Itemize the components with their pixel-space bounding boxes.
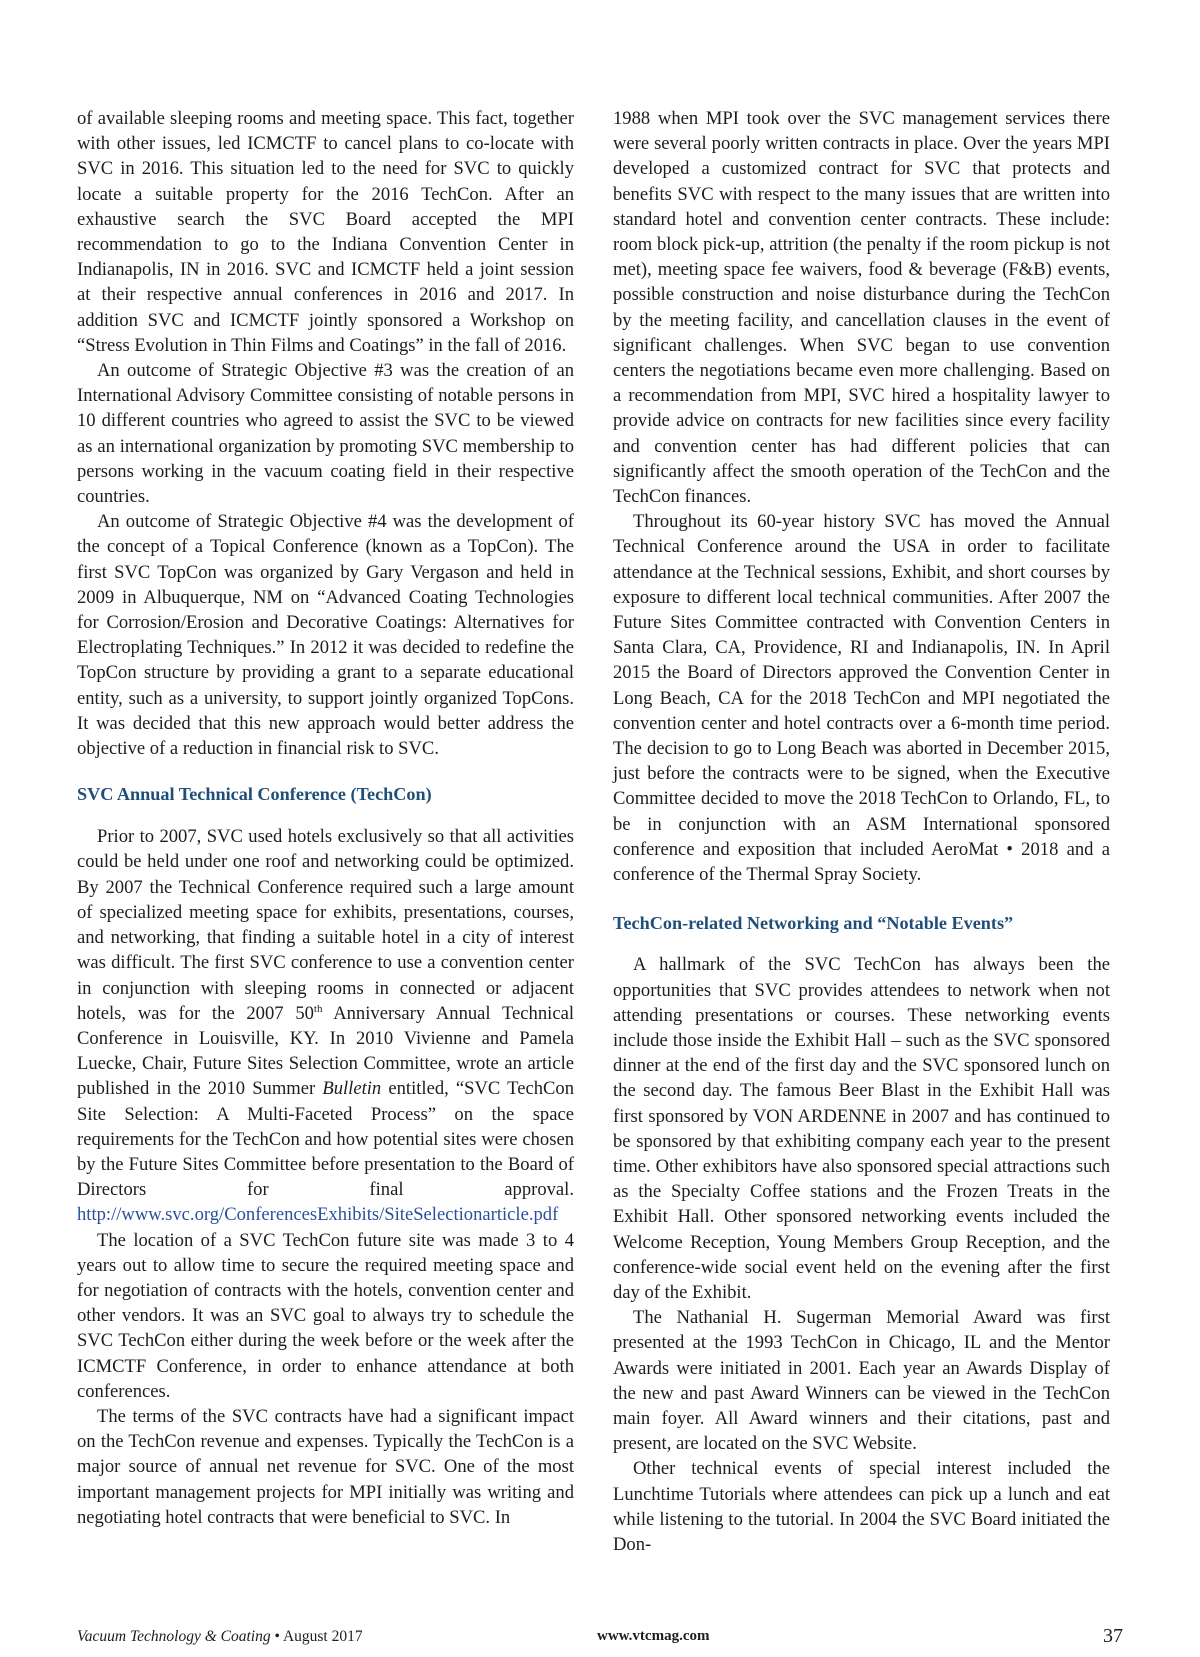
paragraph: Throughout its 60-year history SVC has moved the Annual Technical Conference around the USA in order to facilitate attendance at the Technical sessions, Exhibit, and short courses by exposure to different local technical communities. After 2007 the Future Sites Committee contracted with Convention Centers in Santa Clara, CA, Providence, RI and Indianapolis, IN. In April 2015 the Board of Directors approved the Convention Center in Long Beach, CA for the 2018 TechCon and MPI negotiated the convention center and hotel contracts over a 6-month time period. The decision to go to Long Beach was aborted in December 2015, just before the contracts were to be signed, when the Executive Committee decided to move the 2018 TechCon to Orlando, FL, to be in conjunction with an ASM International sponsored conference and exposition that included AeroMat • 2018 and a conference of the Thermal Spray Society. [613,511,1110,886]
page-footer [77,1625,1123,1650]
paragraph: 1988 when MPI took over the SVC management services there were several poorly written contracts in place. Over the years MPI developed a customized contract for SVC that protects and benefits SVC with respect to the many issues that are written into standard hotel and convention center contracts. These include: room block pick-up, attrition (the penalty if the room pickup is not met), meeting space fee waivers, food & beverage (F&B) events, possible construction and noise disturbance during the TechCon by the meeting facility, and cancellation clauses in the event of significant challenges. When SVC began to use convention centers the negotiations became even more challenging. Based on a recommendation from MPI, SVC hired a hospitality lawyer to provide advice on contracts for new facilities since every facility and convention center has had different policies that can significantly affect the smooth operation of the TechCon and the TechCon finances. [613,108,1110,508]
footer-bullet: • [274,1628,280,1645]
publication-name: Vacuum Technology & Coating [77,1628,271,1645]
superscript: th [313,1002,323,1015]
paragraph: A hallmark of the SVC TechCon has always been the opportunities that SVC provides attendees to network when not attending presentations or courses. These networking events include those inside the Exhibit Hall – such as the SVC sponsored dinner at the end of the first day and the SVC sponsored lunch on the second day. The famous Beer Blast in the Exhibit Hall was first sponsored by VON ARDENNE in 2007 and has continued to be sponsored by that exhibiting company each year to the present time. Other exhibitors have also sponsored special attractions such as the Specialty Coffee stations and the Frozen Treats in the Exhibit Hall. Other sponsored networking events included the Welcome Reception, Young Members Group Reception, and the conference-wide social event held on the evening after the first day of the Exhibit. [613,954,1110,1303]
paragraph: An outcome of Strategic Objective #3 was the creation of an International Advisory Committee consisting of notable persons in 10 different countries who agreed to assist the SVC to be viewed as an international organization by promoting SVC membership to persons working in the vacuum coating field in their respective countries. [77,360,574,508]
paragraph: The terms of the SVC contracts have had a significant impact on the TechCon revenue and expenses. Typically the TechCon is a major source of annual net revenue for SVC. One of the most important management projects for MPI initially was writing and negotiating hotel contracts that were beneficial to SVC. In [77,1405,574,1528]
paragraph: of available sleeping rooms and meeting space. This fact, together with other issues, led ICMCTF to cancel plans to co-locate with SVC in 2016. This situation led to the need for SVC to quickly locate a suitable property for the 2016 TechCon. After an exhaustive search the SVC Board accepted the MPI recommendation to go to the Indiana Convention Center in Indianapolis, IN in 2016. SVC and ICMCTF held a joint session at their respective annual conferences in 2016 and 2017. In addition SVC and ICMCTF jointly sponsored a Workshop on “Stress Evolution in Thin Films and Coatings” in the fall of 2016. [77,108,574,356]
issue-date: August 2017 [282,1628,363,1645]
paragraph [77,824,574,1227]
paragraph-text: Prior to 2007, SVC used hotels exclusively so that all activities could be held under one roof and networking could be optimized. By 2007 the Technical Conference required such a large amount of specialized meeting space for exhibits, presentations, courses, and networking, that finding a suitable hotel in a city of interest was difficult. The first SVC conference to use a convention center in conjunction with sleeping rooms in connected or adjacent hotels, was for the 2007 50 [77,826,574,1024]
paragraph-text: entitled, “SVC TechCon Site Selection: A Multi-Faceted Process” on the space requirements for the TechCon and how potential sites were chosen by the Future Sites Committee before presentation to the Board of Directors for final approval. [77,1078,574,1201]
publication-title: Bulletin [322,1078,382,1100]
footer-publication-info [77,1628,363,1646]
left-column [77,106,574,1530]
page-number: 37 [1103,1625,1123,1647]
footer-website[interactable]: www.vtcmag.com [597,1628,710,1644]
paragraph: The Nathanial H. Sugerman Memorial Award was first presented at the 1993 TechCon in Chicago, IL and the Mentor Awards were initiated in 2001. Each year an Awards Display of the new and past Award Winners can be viewed in the TechCon main foyer. All Award winners and their citations, past and present, are located on the SVC Website. [613,1307,1110,1455]
section-heading-techcon: SVC Annual Technical Conference (TechCon) [77,784,432,805]
paragraph: Other technical events of special interest included the Lunchtime Tutorials where attendees can pick up a lunch and eat while listening to the tutorial. In 2004 the SVC Board initiated the Don- [613,1458,1110,1555]
paragraph-text: Anniversary Annual Technical Conference in Louisville, KY. In 2010 Vivienne and Pamela Luecke, Chair, Future Sites Selection Committee, wrote an article published in the 2010 Summer [77,1002,574,1100]
right-column [613,106,1110,1557]
paragraph: An outcome of Strategic Objective #4 was the development of the concept of a Topical Conference (known as a TopCon). The first SVC TopCon was organized by Gary Vergason and held in 2009 in Albuquerque, NM on “Advanced Coating Technologies for Corrosion/Erosion and Decorative Coatings: Alternatives for Electroplating Techniques.” In 2012 it was decided to redefine the TopCon structure by providing a grant to a separate educational entity, such as a university, to support jointly organized TopCons. It was decided that this new approach would better address the objective of a reduction in financial risk to SVC. [77,511,574,760]
section-heading-networking: TechCon-related Networking and “Notable Events” [613,913,1014,934]
paragraph: The location of a SVC TechCon future site was made 3 to 4 years out to allow time to secure the required meeting space and for negotiation of contracts with the hotels, convention center and other vendors. It was an SVC goal to always try to schedule the SVC TechCon either during the week before or the week after the ICMCTF Conference, in order to enhance attendance at both conferences. [77,1229,574,1402]
site-selection-article-link[interactable]: http://www.svc.org/ConferencesExhibits/SiteSelectionarticle.pdf [77,1204,559,1226]
